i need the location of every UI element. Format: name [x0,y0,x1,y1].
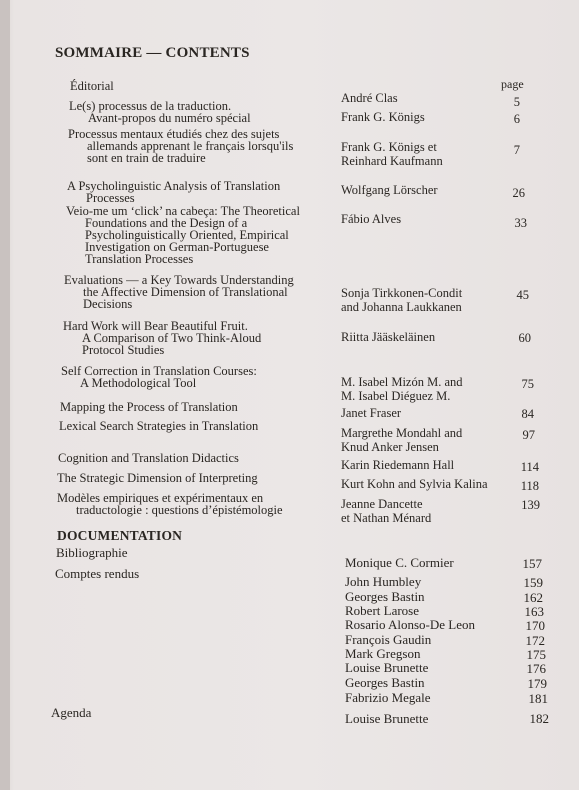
entry-author-line: Margrethe Mondahl and [341,426,463,440]
entry-title-line: Modèles empiriques et expérimentaux en [57,491,264,505]
entry-page-number: 75 [521,377,534,391]
entry-author-line: Frank G. Königs [341,110,425,124]
entry-title [66,205,300,265]
entry-title-line: Éditorial [70,79,114,93]
entry-title-line: Protocol Studies [82,343,165,357]
entry-page-number: 6 [513,112,520,126]
review-page-number: 175 [526,647,546,662]
entry-author-line: Wolfgang Lörscher [341,183,438,197]
entry-page-number: 33 [514,216,527,230]
entry-title [60,401,238,413]
comptes-rendus-label: Comptes rendus [55,566,140,581]
bibliographie-author: Monique C. Cormier [345,555,454,570]
review-author: Rosario Alonso-De Leon [345,617,475,632]
agenda-author: Louise Brunette [345,711,429,726]
entry-author-line: André Clas [341,91,398,105]
entry-author-line: Sonja Tirkkonen-Condit [341,286,463,300]
bibliographie-label: Bibliographie [56,545,128,560]
entry-title-line: the Affective Dimension of Translational [83,285,288,299]
entry-author-line: Reinhard Kaufmann [341,154,443,168]
entry-title [58,452,239,464]
entry-title-line: Investigation on German-Portuguese [85,240,269,254]
entry-page-number: 60 [518,331,531,345]
entry-page-number: 114 [520,460,539,474]
review-page-number: 181 [528,691,548,706]
entry-author-line: Fábio Alves [341,212,402,226]
entry-page-number: 97 [522,428,535,442]
entry-title [61,365,257,389]
entry-page-number: 5 [513,95,520,109]
entry-title-line: Foundations and the Design of a [85,216,248,230]
review-page-number: 172 [525,633,545,648]
entry-author [341,212,401,226]
entry-page-number: 7 [513,143,520,157]
review-author: Fabrizio Megale [345,690,431,705]
entry-title-line: traductologie : questions d’épistémologie [76,503,283,517]
entry-title [57,492,283,516]
review-author: Mark Gregson [345,646,421,661]
review-author: François Gaudin [345,632,432,647]
entry-title-line: Cognition and Translation Didactics [58,451,239,465]
entry-title-line: Veio-me um ‘click’ na cabeça: The Theoretical [66,204,300,218]
page-column-label: page [501,77,524,91]
entry-author [341,375,463,403]
review-author: John Humbley [345,574,422,589]
entry-title-line: Psycholinguistically Oriented, Empirical [85,228,289,242]
entry-title-line: Mapping the Process of Translation [60,400,238,414]
entry-author-line: Janet Fraser [341,406,402,420]
entry-title-line: Decisions [83,297,133,311]
entry-author [341,497,431,525]
entry-title-line: Avant-propos du numéro spécial [88,111,251,125]
entry-page-number: 84 [521,407,534,421]
entry-author [341,330,435,344]
review-page-number: 179 [527,676,547,691]
entry-page-number: 139 [521,498,540,512]
entry-title [68,128,293,164]
entry-title [69,100,251,124]
entry-title [70,80,114,92]
entry-author [341,110,425,124]
entry-title-line: sont en train de traduire [87,151,206,165]
entry-title-line: Processus mentaux étudiés chez des sujets [68,127,280,141]
entry-author [341,458,454,472]
entry-page-number: 45 [516,288,529,302]
entry-author-line: Riitta Jääskeläinen [341,330,436,344]
entry-title [67,180,280,204]
documentation-heading: DOCUMENTATION [57,528,183,543]
review-author: Robert Larose [345,603,420,618]
entry-title-line: Le(s) processus de la traduction. [69,99,232,113]
review-author: Georges Bastin [345,675,425,690]
entry-page-number: 26 [512,186,525,200]
entry-title [57,472,258,484]
entry-title-line: Self Correction in Translation Courses: [61,364,257,378]
entry-page-number: 118 [520,479,539,493]
contents-heading: SOMMAIRE — CONTENTS [55,45,250,61]
entry-title-line: A Comparison of Two Think-Aloud [82,331,262,345]
review-author: Georges Bastin [345,589,425,604]
agenda-label: Agenda [51,705,92,720]
page-gutter-shadow [0,0,10,790]
entry-title [63,320,261,356]
entry-author [341,406,401,420]
review-page-number: 176 [526,661,546,676]
entry-title-line: Translation Processes [85,252,194,266]
entry-title-line: A Psycholinguistic Analysis of Translation [67,179,281,193]
entry-author [341,477,488,491]
review-page-number: 170 [525,618,545,633]
entry-author-line: Karin Riedemann Hall [341,458,455,472]
entry-title-line: Processes [86,191,135,205]
review-page-number: 162 [523,590,543,605]
entry-title-line: Hard Work will Bear Beautiful Fruit. [63,319,248,333]
entry-author [341,140,443,168]
entry-author-line: Knud Anker Jensen [341,440,439,454]
review-page-number: 159 [523,575,543,590]
review-page-number: 163 [524,604,544,619]
entry-author-line: Kurt Kohn and Sylvia Kalina [341,477,488,491]
entry-author-line: Frank G. Königs et [341,140,437,154]
entry-author-line: M. Isabel Diéguez M. [341,389,451,403]
entry-title-line: Evaluations — a Key Towards Understanding [64,273,294,287]
entry-title-line: Lexical Search Strategies in Translation [59,419,259,433]
entry-author-line: Jeanne Dancette [341,497,423,511]
entry-author [341,426,462,454]
entry-title-line: A Methodological Tool [80,376,197,390]
entry-author-line: et Nathan Ménard [341,511,432,525]
entry-title-line: The Strategic Dimension of Interpreting [57,471,258,485]
entry-author [341,286,462,314]
entry-title [64,274,294,310]
entry-author-line: M. Isabel Mizón M. and [341,375,463,389]
review-author: Louise Brunette [345,660,429,675]
entry-author-line: and Johanna Laukkanen [341,300,462,314]
entry-title-line: allemands apprenant le français lorsqu'ils [87,139,294,153]
bibliographie-page: 157 [522,556,542,571]
agenda-page: 182 [529,711,549,726]
entry-author [341,91,398,105]
entry-title [59,420,258,432]
entry-author [341,183,438,197]
